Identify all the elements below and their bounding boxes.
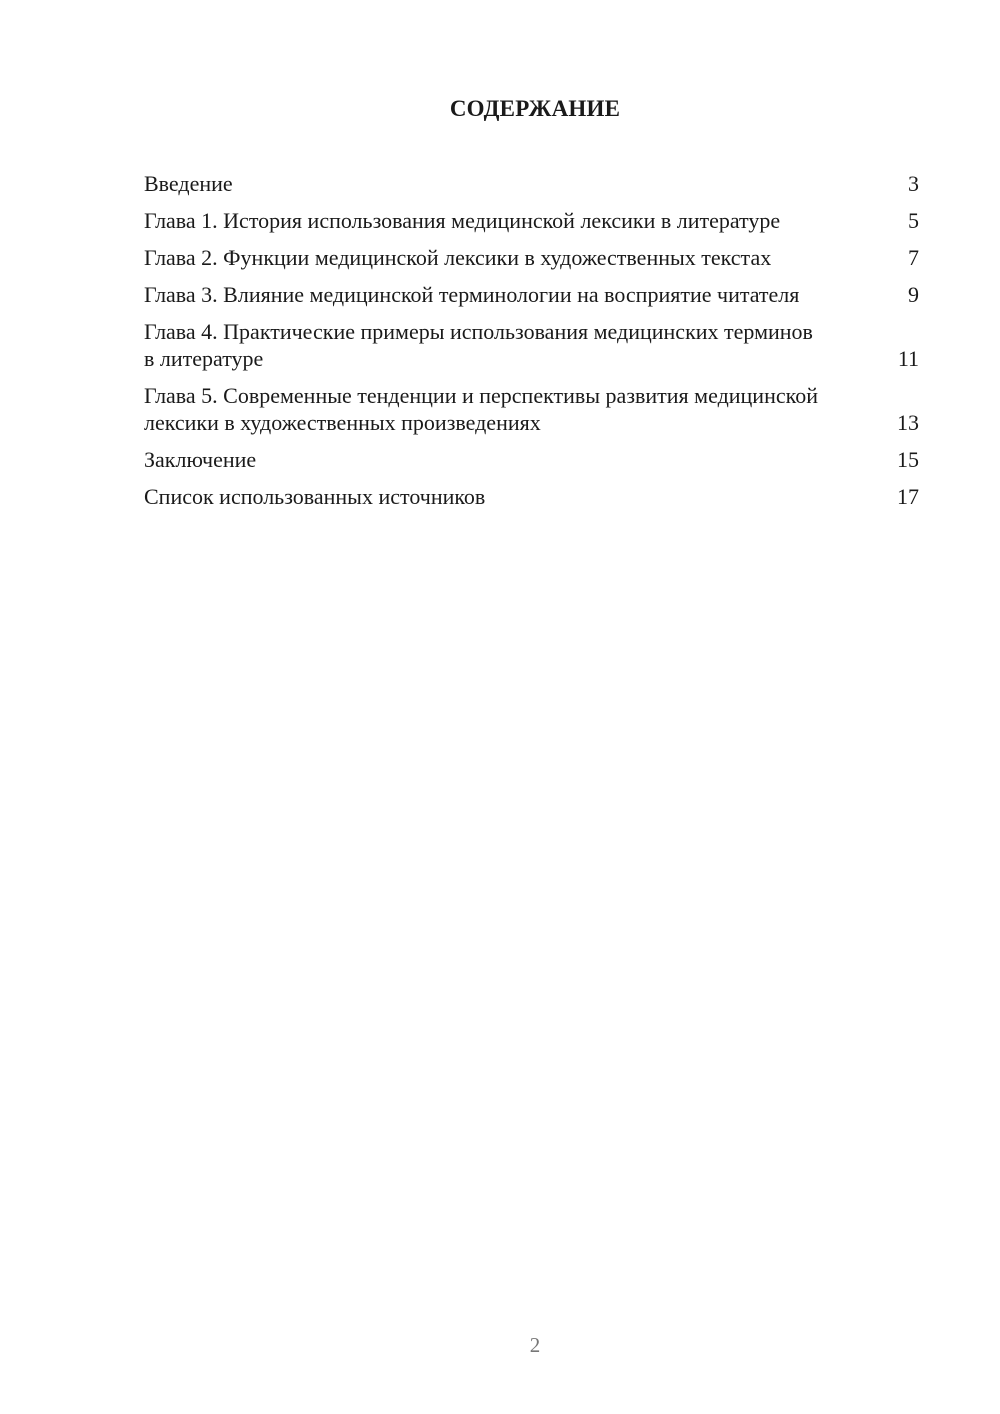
toc-title: СОДЕРЖАНИЕ [449, 96, 621, 121]
toc-entry-page: 13 [897, 410, 919, 435]
toc-entry-page: 17 [897, 484, 919, 509]
toc-entry-text: Заключение [144, 447, 257, 472]
page-number: 2 [529, 1333, 541, 1357]
toc-entry-chapter-2[interactable] [144, 244, 919, 271]
toc-entry-introduction[interactable] [144, 170, 919, 197]
toc-entry-page: 11 [897, 346, 919, 371]
toc-entry-text: Введение [144, 171, 233, 196]
toc-entry-page: 15 [897, 447, 919, 472]
toc-entry-conclusion[interactable] [144, 446, 919, 473]
toc-entry-page: 9 [908, 282, 919, 307]
toc-entry-page: 7 [908, 245, 919, 270]
toc-entry-page: 5 [908, 208, 919, 233]
toc-entry-chapter-3[interactable] [144, 281, 919, 308]
toc-entry-chapter-1[interactable] [144, 207, 919, 234]
table-of-contents [144, 170, 919, 520]
toc-entry-text: Глава 3. Влияние медицинской терминологии на восприятие читателя [144, 282, 800, 307]
toc-entry-chapter-5[interactable] [144, 382, 919, 436]
toc-entry-references[interactable] [144, 483, 919, 510]
toc-entry-text: Глава 5. Современные тенденции и перспективы развития медицинской лексики в художественных произведениях [144, 383, 818, 435]
toc-entry-text: Глава 2. Функции медицинской лексики в художественных текстах [144, 245, 772, 270]
toc-entry-text: Глава 1. История использования медицинской лексики в литературе [144, 208, 781, 233]
toc-entry-text: Глава 4. Практические примеры использования медицинских терминов в литературе [144, 319, 813, 371]
toc-entry-chapter-4[interactable] [144, 318, 919, 372]
toc-entry-page: 3 [908, 171, 919, 196]
toc-entry-text: Список использованных источников [144, 484, 486, 509]
